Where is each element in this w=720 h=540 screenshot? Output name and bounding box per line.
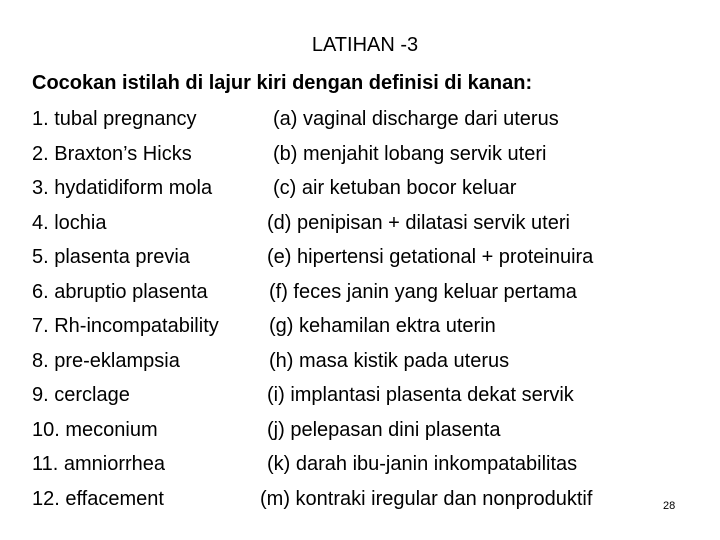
matching-row: [32, 137, 692, 172]
matching-row: [32, 344, 692, 379]
matching-row: [32, 482, 692, 517]
definition-item: (e) hipertensi getational + proteinuira: [267, 246, 594, 268]
term-item: 8. pre-eklampsia: [32, 349, 180, 372]
definition-item: (i) implantasi plasenta dekat servik: [267, 384, 574, 406]
definition-item: (h) masa kistik pada uterus: [269, 349, 510, 372]
term-item: 2. Braxton’s Hicks: [32, 142, 192, 165]
definition-item: (c) air ketuban bocor keluar: [273, 177, 517, 199]
definition-item: (d) penipisan + dilatasi servik uteri: [267, 211, 570, 234]
matching-row: [32, 447, 692, 482]
matching-row: [32, 309, 692, 344]
matching-list: [32, 102, 692, 516]
matching-row: [32, 102, 692, 137]
matching-row: [32, 275, 692, 310]
slide-title: LATIHAN -3: [311, 34, 419, 56]
matching-row: [32, 378, 692, 413]
definition-item: (m) kontraki iregular dan nonproduktif: [260, 487, 593, 510]
definition-item: (g) kehamilan ektra uterin: [269, 315, 496, 337]
matching-row: [32, 413, 692, 448]
matching-row: [32, 171, 692, 206]
page-number: 28: [663, 500, 676, 512]
definition-item: (a) vaginal discharge dari uterus: [273, 108, 559, 130]
matching-row: [32, 206, 692, 241]
term-item: 11. amniorrhea: [32, 453, 166, 475]
term-item: 4. lochia: [32, 211, 107, 234]
definition-item: (f) feces janin yang keluar pertama: [269, 280, 577, 303]
definition-item: (b) menjahit lobang servik uteri: [273, 142, 547, 165]
definition-item: (j) pelepasan dini plasenta: [267, 418, 501, 441]
term-item: 9. cerclage: [32, 384, 130, 406]
term-item: 1. tubal pregnancy: [32, 108, 197, 130]
term-item: 7. Rh-incompatability: [32, 315, 219, 337]
term-item: 6. abruptio plasenta: [32, 280, 208, 303]
term-item: 5. plasenta previa: [32, 246, 190, 268]
term-item: 3. hydatidiform mola: [32, 177, 213, 199]
term-item: 10. meconium: [32, 418, 158, 441]
instruction-text: Cocokan istilah di lajur kiri dengan definisi di kanan:: [32, 72, 533, 94]
term-item: 12. effacement: [32, 487, 164, 510]
definition-item: (k) darah ibu-janin inkompatabilitas: [267, 453, 578, 475]
matching-row: [32, 240, 692, 275]
